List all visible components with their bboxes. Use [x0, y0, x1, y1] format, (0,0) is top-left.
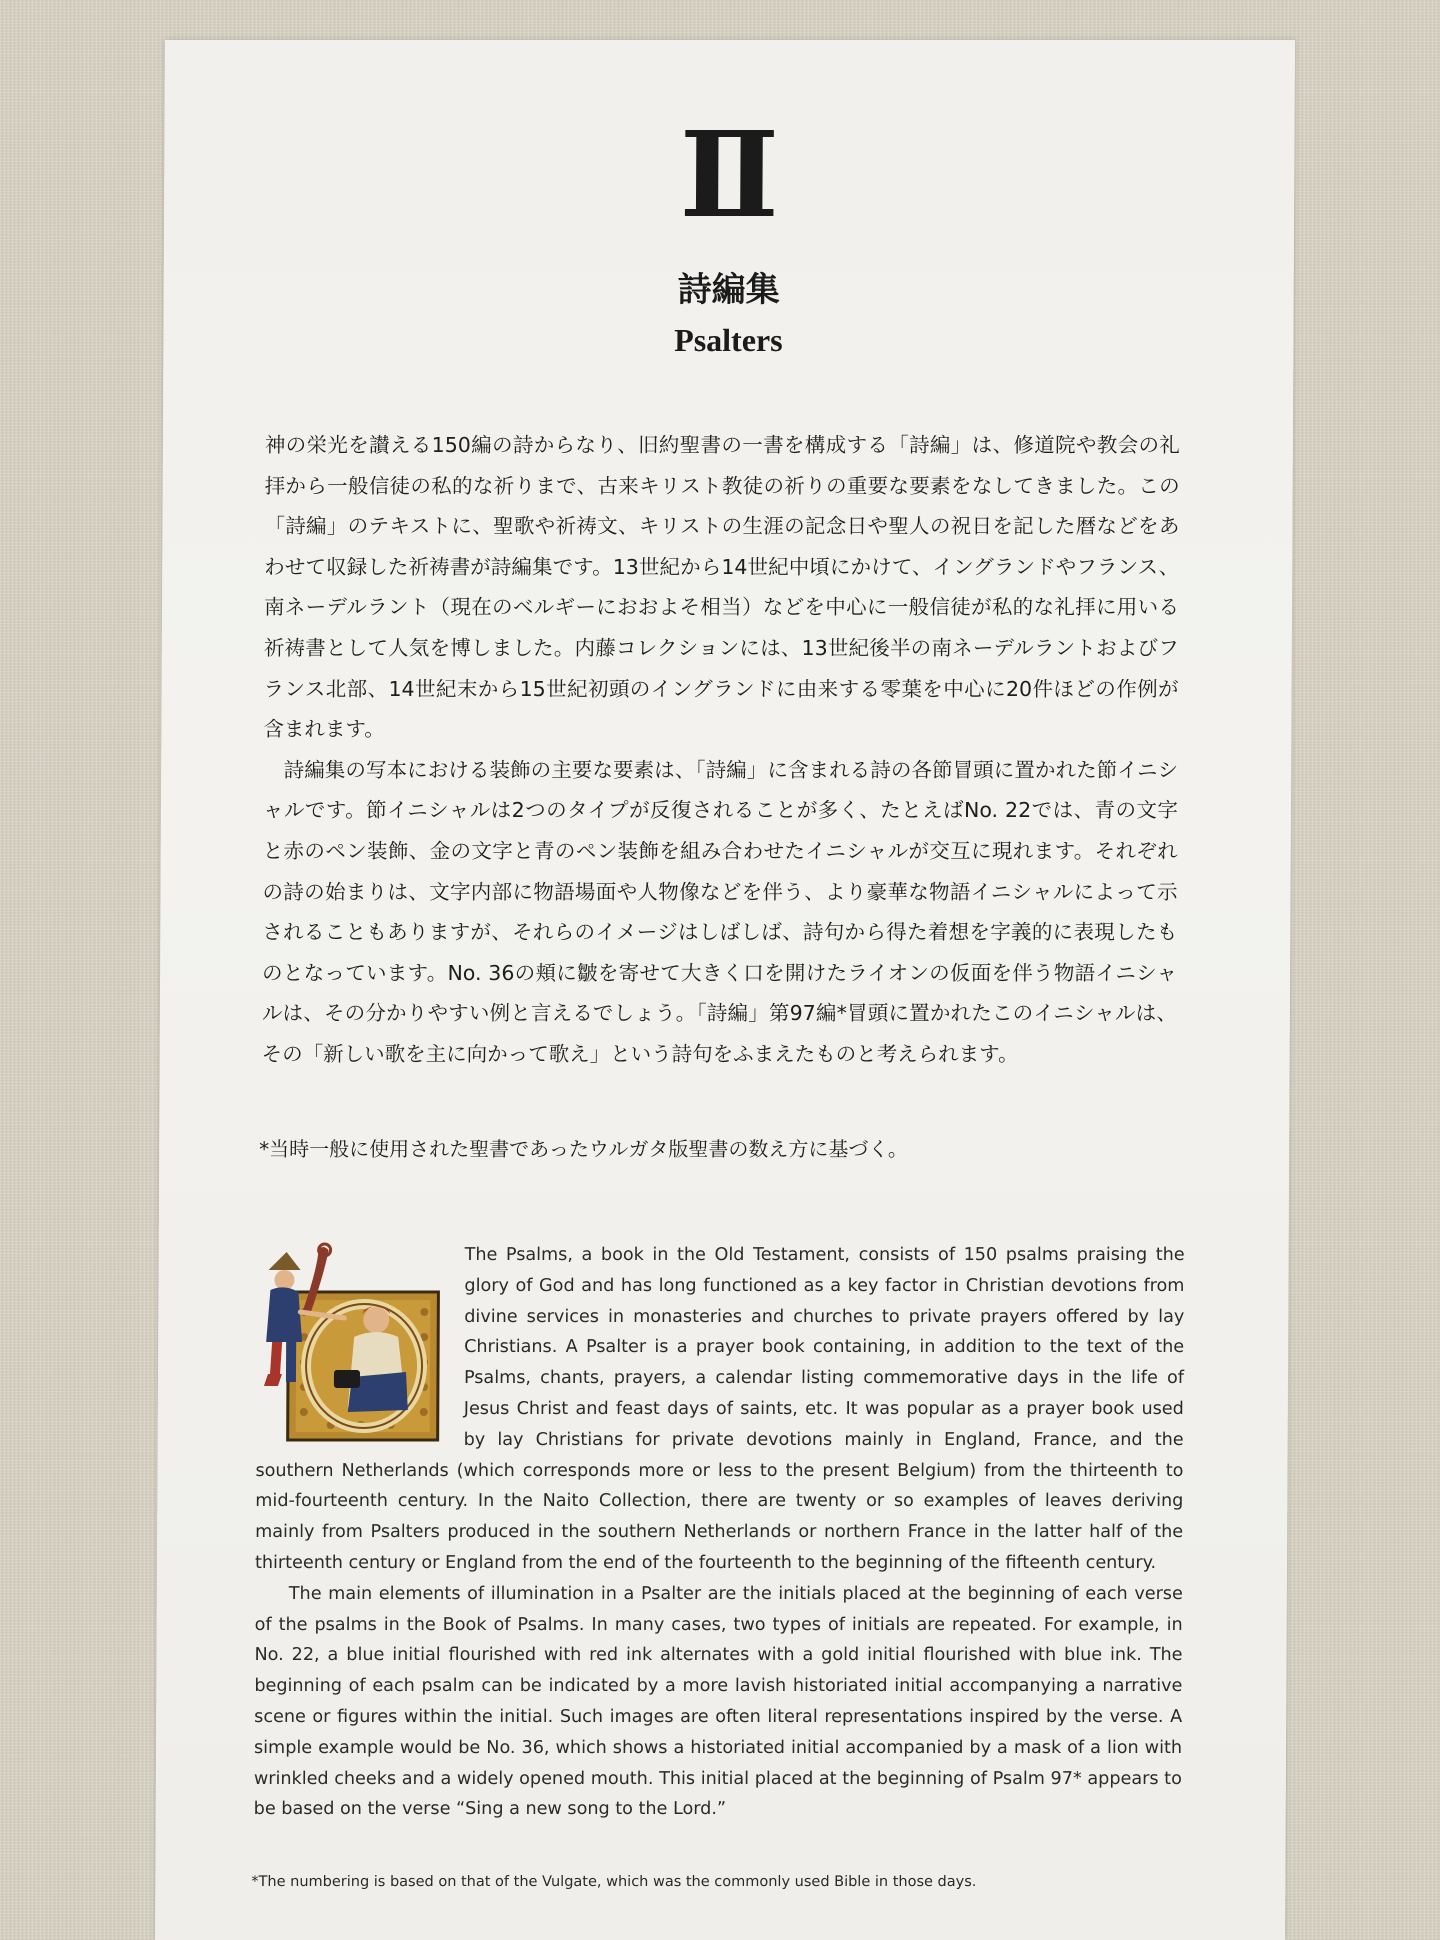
japanese-body [262, 425, 1180, 1075]
english-footnote: *The numbering is based on that of the Vulgate, which was the commonly used Bible in those days. [251, 1874, 977, 1890]
japanese-paragraph-2: 詩編集の写本における装飾の主要な要素は、「詩編」に含まれる詩の各節冒頭に置かれた節イニシャルです。節イニシャルは2つのタイプが反復されることが多く、たとえばNo. 22では、青の文字と赤のペン装飾、金の文字と青のペン装飾を組み合わせたイニシャルが交互に現れます。それぞれの詩の始まりは、文字内部に物語場面や人物像などを伴う、より豪華な物語イニシャルによって示されることもありますが、それらのイメージはしばしば、詩句から得た着想を字義的に表現したものとなっています。No. 36の頬に皺を寄せて大きく口を開けたライオンの仮面を伴う物語イニシャルは、その分かりやすい例と言えるでしょう。「詩編」第97編*冒頭に置かれたこのイニシャルは、その「新しい歌を主に向かって歌え」という詩句をふまえたものと考えられます。 [261, 757, 1179, 1066]
japanese-footnote: *当時一般に使用された聖書であったウルガタ版聖書の数え方に基づく。 [259, 1137, 909, 1161]
english-paragraph-1: The Psalms, a book in the Old Testament, consists of 150 psalms praising the glory of God and has long functioned as a key factor in Christian devotions from divine services in monasteries and churches to private prayers offered by lay Christians. A Psalter is a prayer book containing, in addition to the text of the Psalms, chants, prayers, a calendar listing commemorative days in the life of Jesus Christ and feast days of saints, etc. It was popular as a prayer book used by lay Christians for private devotions mainly in England, France, and the southern Netherlands (which corresponds more or less to the present Belgium) from the thirteenth to mid-fourteenth century. In the Naito Collection, there are twenty or so examples of leaves deriving mainly from Psalters produced in the southern Netherlands or northern France in the latter half of the thirteenth century or England from the end of the fourteenth to the beginning of the fifteenth century. [254, 1245, 1185, 1573]
historiated-initial-illumination-icon [256, 1242, 447, 1442]
page-title-japanese: 詩編集 [677, 270, 780, 310]
page-title-english: Psalters [674, 322, 783, 358]
english-body [254, 1240, 1185, 1825]
english-paragraph-2: The main elements of illumination in a Psalter are the initials placed at the beginning of each verse of the psalms in the Book of Psalms. In many cases, two types of initials are repeated. For example, in No. 22, a blue initial flourished with red ink alternates with a gold initial flourished with blue ink. The beginning of each psalm can be indicated by a more lavish historiated initial accompanying a narrative scene or figures within the initial. Such images are often literal representations inspired by the verse. A simple example would be No. 36, which shows a historiated initial accompanied by a mask of a lion with wrinkled cheeks and a widely opened mouth. This initial placed at the beginning of Psalm 97* appears to be based on the verse “Sing a new song to the Lord.” [253, 1583, 1183, 1820]
japanese-paragraph-1: 神の栄光を讃える150編の詩からなり、旧約聖書の一書を構成する「詩編」は、修道院や教会の礼拝から一般信徒の私的な祈りまで、古来キリスト教徒の祈りの重要な要素をなしてきました。この「詩編」のテキストに、聖歌や祈祷文、キリストの生涯の記念日や聖人の祝日を記した暦などをあわせて収録した祈祷書が詩編集です。13世紀から14世紀中頃にかけて、イングランドやフランス、南ネーデルラント（現在のベルギーにおおよそ相当）などを中心に一般信徒が私的な礼拝に用いる祈祷書として人気を博しました。内藤コレクションには、13世紀後半の南ネーデルラントおよびフランス北部、14世紀末から15世紀初頭のイングランドに由来する零葉を中心に20件ほどの作例が含まれます。 [263, 433, 1180, 742]
exhibition-panel [155, 40, 1295, 1940]
section-numeral: Ⅱ [679, 105, 780, 244]
